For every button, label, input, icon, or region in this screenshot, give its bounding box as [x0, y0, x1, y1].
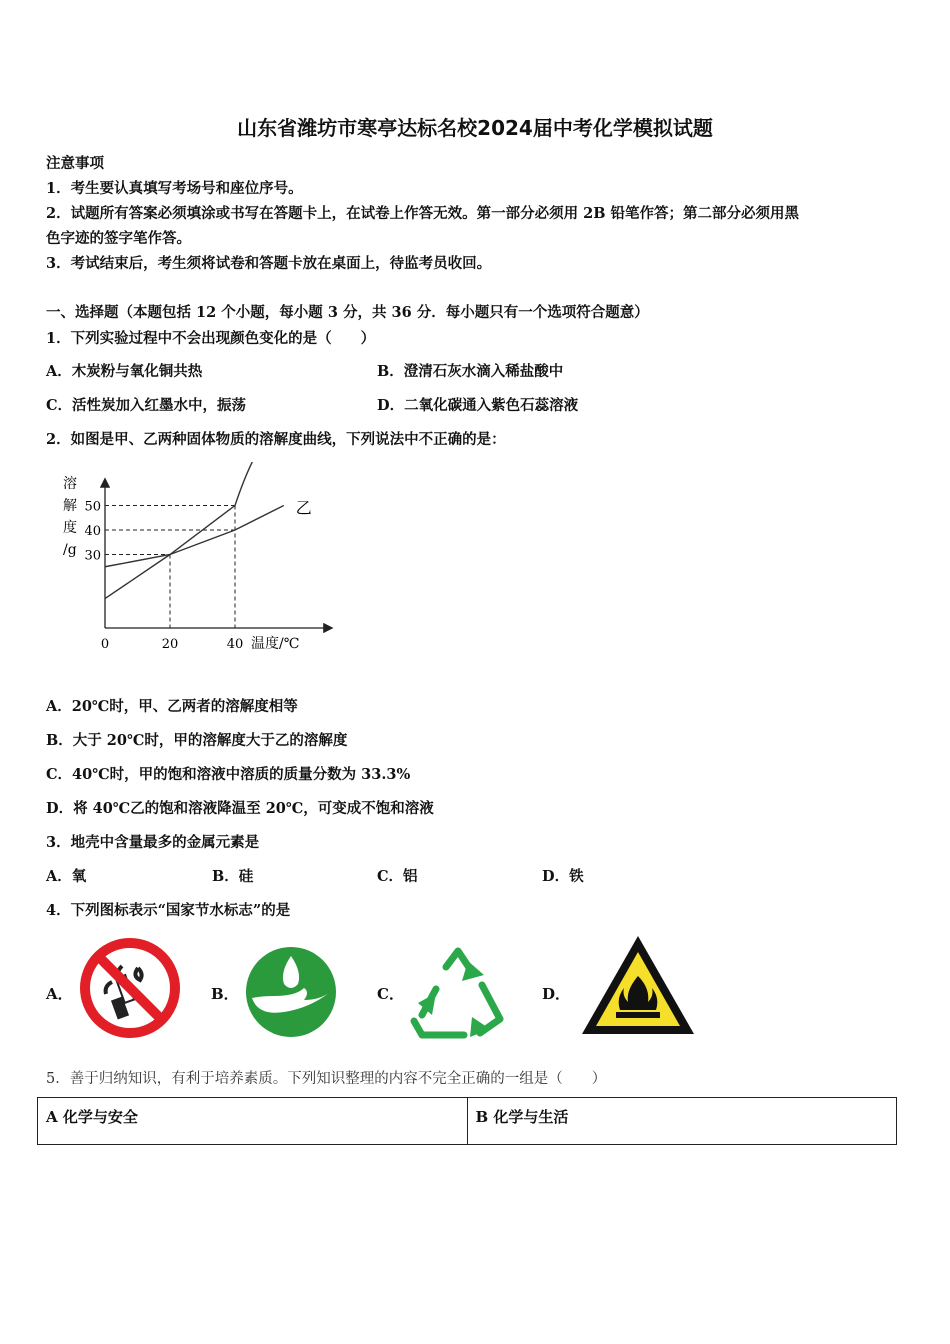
- q1-option-d: D．二氧化碳通入紫色石蕊溶液: [377, 397, 579, 414]
- table-row: [38, 1098, 897, 1145]
- q1-stem: 1．下列实验过程中不会出现颜色变化的是（ ）: [46, 330, 376, 347]
- y-label-char-3: 度: [63, 520, 77, 536]
- q5-stem: 5．善于归纳知识，有利于培养素质。下列知识整理的内容不完全正确的一组是（ ）: [46, 1071, 607, 1087]
- recycle-icon: [408, 945, 514, 1041]
- notice-item-1: 1．考生要认真填写考场号和座位序号。: [46, 180, 303, 197]
- water-saving-icon: [244, 946, 338, 1038]
- y-label-char-1: 溶: [63, 476, 77, 492]
- solubility-chart: [55, 462, 355, 662]
- q4-stem: 4．下列图标表示“国家节水标志”的是: [46, 902, 291, 919]
- q4-option-b-label: B．: [211, 985, 239, 1003]
- q3-option-d: D．铁: [542, 868, 584, 885]
- q1-option-a: A．木炭粉与氧化铜共热: [46, 363, 203, 380]
- y-label-char-2: 解: [63, 498, 77, 514]
- x-tick-label: 0: [100, 637, 110, 652]
- q4-option-c-label: C．: [377, 985, 404, 1003]
- y-tick-label: 40: [84, 524, 101, 539]
- q3-stem: 3．地壳中含量最多的金属元素是: [46, 834, 260, 851]
- q1-option-c: C．活性炭加入红墨水中，振荡: [46, 397, 247, 414]
- y-label-char-4: /g: [63, 542, 77, 558]
- x-tick-label: 40: [226, 637, 244, 652]
- q2-option-c: C．40℃时，甲的饱和溶液中溶质的质量分数为 33.3%: [46, 766, 411, 783]
- notice-item-3: 3．考试结束后，考生须将试卷和答题卡放在桌面上，待监考员收回。: [46, 255, 492, 272]
- y-tick-label: 50: [84, 499, 101, 515]
- q4-option-a-label: A．: [46, 985, 73, 1003]
- q5-table: [37, 1097, 897, 1145]
- no-smoking-icon: [78, 936, 182, 1040]
- q4-option-d-label: D．: [542, 985, 571, 1003]
- q2-stem: 2．如图是甲、乙两种固体物质的溶解度曲线，下列说法中不正确的是：: [46, 431, 506, 448]
- q2-option-b: B．大于 20℃时，甲的溶解度大于乙的溶解度: [46, 732, 348, 749]
- q2-option-a: A．20℃时，甲、乙两者的溶解度相等: [46, 698, 298, 715]
- series-label-yi: 乙: [295, 498, 312, 518]
- notice-item-2: 2．试题所有答案必须填涂或书写在答题卡上，在试卷上作答无效。第一部分必须用 2B 铅笔作答；第二部分必须用黑: [46, 205, 800, 222]
- x-tick-label: 20: [161, 637, 179, 652]
- q1-option-b: B．澄清石灰水滴入稀盐酸中: [377, 363, 564, 380]
- section-heading: 一、选择题（本题包括 12 个小题，每小题 3 分，共 36 分．每小题只有一个选项符合题意）: [46, 304, 649, 321]
- q5-cell-b: B 化学与生活: [467, 1098, 897, 1145]
- q3-option-b: B．硅: [212, 868, 254, 885]
- notice-heading: 注意事项: [46, 155, 104, 172]
- q2-option-d: D．将 40℃乙的饱和溶液降温至 20℃，可变成不饱和溶液: [46, 800, 434, 817]
- page-title: 山东省潍坊市寒亭达标名校2024届中考化学模拟试题: [237, 116, 713, 140]
- q3-option-a: A．氧: [46, 868, 87, 885]
- q5-cell-a: A 化学与安全: [38, 1098, 468, 1145]
- y-tick-label: 30: [84, 548, 101, 564]
- flammable-warning-icon: [578, 932, 698, 1038]
- notice-item-2-cont: 色字迹的签字笔作答。: [46, 230, 191, 247]
- q3-option-c: C．铝: [377, 868, 418, 885]
- x-axis-label: 温度/℃: [251, 636, 300, 652]
